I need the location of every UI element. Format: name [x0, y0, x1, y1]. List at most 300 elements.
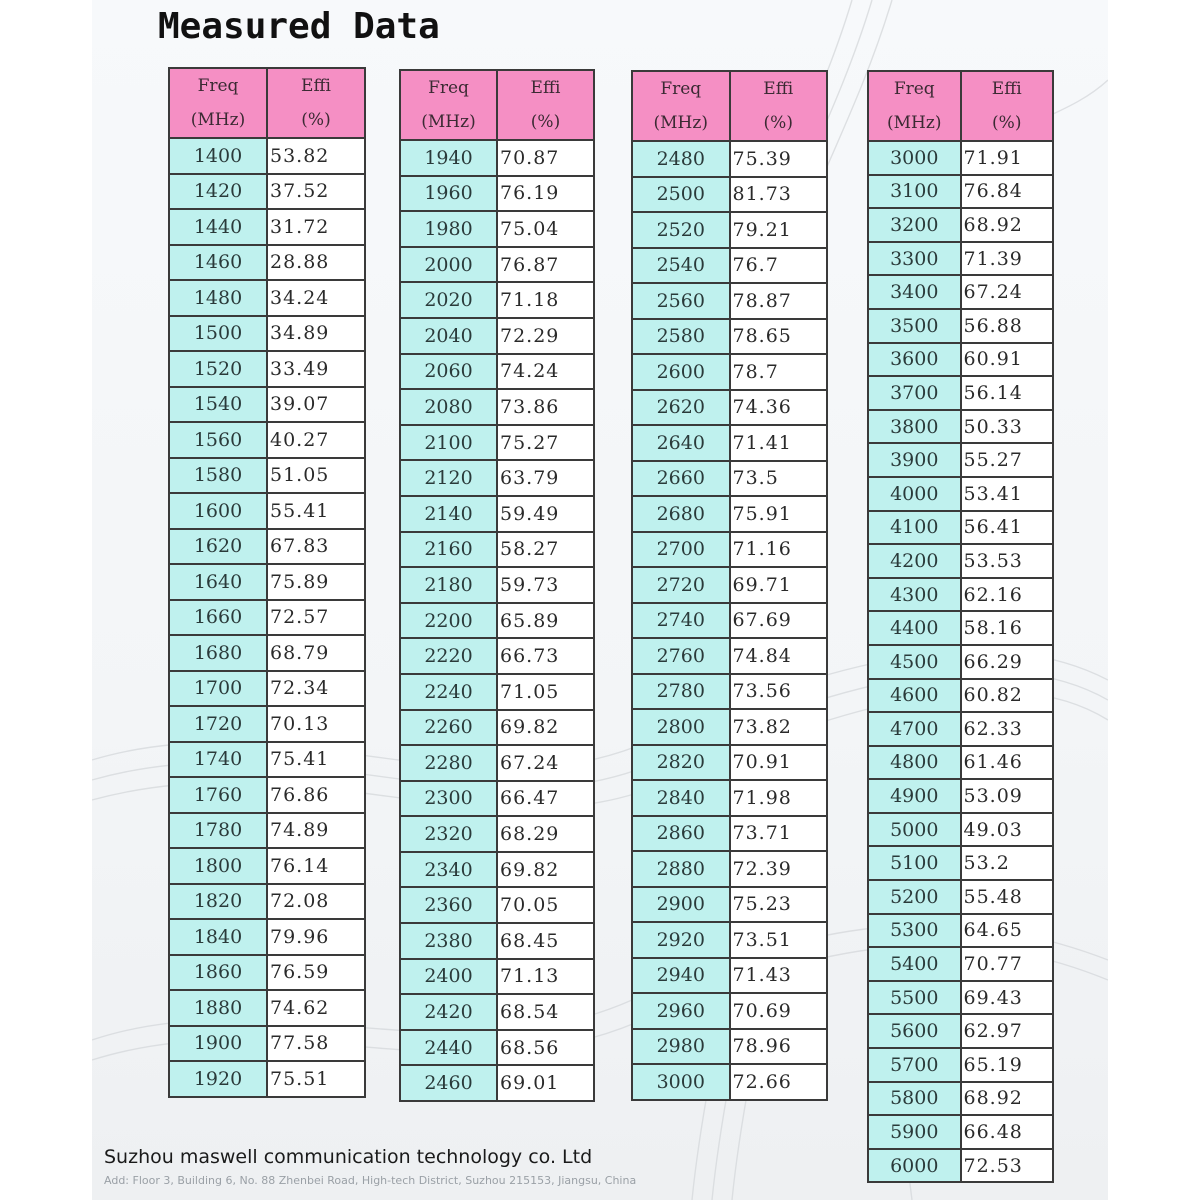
- freq-cell: 1480: [169, 280, 267, 316]
- table-row: [169, 387, 365, 423]
- table-row: [632, 248, 827, 284]
- freq-header: [169, 68, 267, 138]
- effi-cell: 70.13: [267, 706, 365, 742]
- freq-cell: 4600: [868, 679, 961, 713]
- freq-cell: 2180: [400, 567, 497, 603]
- effi-cell: 75.04: [497, 211, 594, 247]
- table-row: [868, 275, 1053, 309]
- freq-cell: 2020: [400, 282, 497, 318]
- freq-cell: 3100: [868, 175, 961, 209]
- effi-cell: 72.08: [267, 884, 365, 920]
- table-row: [169, 990, 365, 1026]
- effi-header-unit: (%): [301, 110, 331, 130]
- effi-cell: 62.33: [961, 712, 1054, 746]
- freq-cell: 2060: [400, 354, 497, 390]
- effi-cell: 68.79: [267, 635, 365, 671]
- table-row: [868, 343, 1053, 377]
- company-address: Add: Floor 3, Building 6, No. 88 Zhenbei Road, High-tech District, Suzhou 215153, Jiangsu, China: [104, 1174, 637, 1187]
- freq-cell: 3900: [868, 443, 961, 477]
- effi-header: [267, 68, 365, 138]
- table-row: [400, 211, 594, 247]
- freq-cell: 5000: [868, 813, 961, 847]
- effi-cell: 81.73: [730, 177, 828, 213]
- table-row: [868, 544, 1053, 578]
- freq-cell: 2760: [632, 638, 730, 674]
- table-row: [868, 208, 1053, 242]
- effi-cell: 62.16: [961, 578, 1054, 612]
- table-row: [632, 425, 827, 461]
- freq-cell: 2440: [400, 1030, 497, 1066]
- table-row: [868, 141, 1053, 175]
- freq-cell: 2820: [632, 745, 730, 781]
- table-row: [632, 283, 827, 319]
- table-row: [169, 351, 365, 387]
- effi-cell: 69.82: [497, 710, 594, 746]
- effi-cell: 71.18: [497, 282, 594, 318]
- freq-cell: 1960: [400, 176, 497, 212]
- measured-data-table-2: [399, 69, 595, 1102]
- effi-cell: 79.96: [267, 919, 365, 955]
- freq-cell: 2620: [632, 390, 730, 426]
- effi-cell: 53.09: [961, 779, 1054, 813]
- freq-cell: 2000: [400, 247, 497, 283]
- effi-cell: 70.05: [497, 887, 594, 923]
- table-row: [169, 422, 365, 458]
- freq-cell: 2220: [400, 638, 497, 674]
- freq-header: [400, 70, 497, 140]
- table-row: [400, 959, 594, 995]
- freq-cell: 1900: [169, 1026, 267, 1062]
- table-row: [632, 390, 827, 426]
- table-row: [868, 1048, 1053, 1082]
- effi-cell: 63.79: [497, 460, 594, 496]
- freq-header-label: Freq: [660, 79, 702, 99]
- table-row: [632, 674, 827, 710]
- freq-cell: 3200: [868, 208, 961, 242]
- effi-cell: 76.7: [730, 248, 828, 284]
- freq-cell: 2700: [632, 532, 730, 568]
- effi-cell: 59.49: [497, 496, 594, 532]
- effi-cell: 74.84: [730, 638, 828, 674]
- table-row: [868, 712, 1053, 746]
- freq-cell: 2660: [632, 461, 730, 497]
- freq-header-unit: (MHz): [653, 113, 708, 133]
- effi-cell: 74.24: [497, 354, 594, 390]
- table-row: [868, 309, 1053, 343]
- table-row: [632, 922, 827, 958]
- effi-cell: 73.51: [730, 922, 828, 958]
- freq-cell: 1840: [169, 919, 267, 955]
- freq-cell: 5800: [868, 1082, 961, 1116]
- freq-cell: 3400: [868, 275, 961, 309]
- freq-cell: 2240: [400, 674, 497, 710]
- freq-header-unit: (MHz): [421, 112, 476, 132]
- effi-cell: 71.98: [730, 780, 828, 816]
- table-row: [868, 175, 1053, 209]
- freq-cell: 1680: [169, 635, 267, 671]
- freq-cell: 2120: [400, 460, 497, 496]
- table-row: [400, 282, 594, 318]
- table-row: [868, 1082, 1053, 1116]
- effi-cell: 76.19: [497, 176, 594, 212]
- effi-cell: 76.84: [961, 175, 1054, 209]
- effi-cell: 58.27: [497, 532, 594, 568]
- freq-cell: 3000: [632, 1064, 730, 1100]
- effi-cell: 68.45: [497, 923, 594, 959]
- effi-cell: 78.7: [730, 354, 828, 390]
- table-row: [868, 611, 1053, 645]
- effi-cell: 72.66: [730, 1064, 828, 1100]
- effi-cell: 66.47: [497, 781, 594, 817]
- effi-cell: 34.24: [267, 280, 365, 316]
- effi-cell: 53.2: [961, 846, 1054, 880]
- freq-cell: 1720: [169, 706, 267, 742]
- table-row: [868, 242, 1053, 276]
- table-row: [868, 443, 1053, 477]
- freq-cell: 4900: [868, 779, 961, 813]
- effi-cell: 56.41: [961, 511, 1054, 545]
- effi-cell: 65.89: [497, 603, 594, 639]
- effi-cell: 31.72: [267, 209, 365, 245]
- table-row: [400, 674, 594, 710]
- freq-cell: 1980: [400, 211, 497, 247]
- freq-cell: 3000: [868, 141, 961, 175]
- freq-cell: 5100: [868, 846, 961, 880]
- table-row: [868, 914, 1053, 948]
- freq-cell: 3500: [868, 309, 961, 343]
- freq-cell: 2880: [632, 851, 730, 887]
- table-row: [400, 923, 594, 959]
- table-row: [169, 280, 365, 316]
- freq-cell: 5900: [868, 1115, 961, 1149]
- freq-cell: 3800: [868, 410, 961, 444]
- table-row: [868, 880, 1053, 914]
- table-row: [868, 578, 1053, 612]
- effi-cell: 66.29: [961, 645, 1054, 679]
- effi-cell: 69.71: [730, 567, 828, 603]
- freq-cell: 2980: [632, 1029, 730, 1065]
- table-row: [632, 958, 827, 994]
- table-row: [868, 981, 1053, 1015]
- freq-cell: 5700: [868, 1048, 961, 1082]
- freq-cell: 2920: [632, 922, 730, 958]
- effi-cell: 76.59: [267, 955, 365, 991]
- freq-cell: 1660: [169, 600, 267, 636]
- freq-cell: 1920: [169, 1061, 267, 1097]
- freq-cell: 2500: [632, 177, 730, 213]
- table-row: [400, 745, 594, 781]
- freq-cell: 5400: [868, 947, 961, 981]
- freq-cell: 5600: [868, 1014, 961, 1048]
- table-row: [400, 354, 594, 390]
- effi-header-label: Effi: [991, 79, 1022, 99]
- freq-cell: 1440: [169, 209, 267, 245]
- freq-cell: 2420: [400, 994, 497, 1030]
- table-row: [169, 209, 365, 245]
- table-row: [169, 174, 365, 210]
- freq-cell: 5200: [868, 880, 961, 914]
- effi-cell: 76.87: [497, 247, 594, 283]
- effi-cell: 65.19: [961, 1048, 1054, 1082]
- effi-cell: 68.29: [497, 816, 594, 852]
- effi-cell: 70.77: [961, 947, 1054, 981]
- effi-cell: 66.48: [961, 1115, 1054, 1149]
- effi-cell: 75.23: [730, 887, 828, 923]
- effi-cell: 72.29: [497, 318, 594, 354]
- effi-cell: 67.83: [267, 529, 365, 565]
- effi-cell: 67.24: [497, 745, 594, 781]
- effi-cell: 28.88: [267, 245, 365, 281]
- effi-cell: 74.62: [267, 990, 365, 1026]
- freq-cell: 3700: [868, 376, 961, 410]
- effi-header-label: Effi: [530, 78, 561, 98]
- table-row: [868, 410, 1053, 444]
- effi-cell: 72.39: [730, 851, 828, 887]
- effi-cell: 33.49: [267, 351, 365, 387]
- table-row: [169, 138, 365, 174]
- table-row: [169, 1026, 365, 1062]
- table-row: [400, 567, 594, 603]
- freq-cell: 1620: [169, 529, 267, 565]
- table-row: [169, 671, 365, 707]
- table-row: [632, 496, 827, 532]
- measured-data-table-1: [168, 67, 366, 1098]
- table-row: [868, 779, 1053, 813]
- effi-cell: 71.13: [497, 959, 594, 995]
- effi-cell: 73.71: [730, 816, 828, 852]
- table-row: [632, 354, 827, 390]
- effi-cell: 50.33: [961, 410, 1054, 444]
- effi-cell: 55.41: [267, 493, 365, 529]
- table-row: [868, 1149, 1053, 1183]
- table-row: [632, 993, 827, 1029]
- company-name: Suzhou maswell communication technology co. Ltd: [104, 1146, 593, 1168]
- table-row: [400, 887, 594, 923]
- freq-cell: 2600: [632, 354, 730, 390]
- table-row: [169, 919, 365, 955]
- table-row: [169, 600, 365, 636]
- freq-cell: 6000: [868, 1149, 961, 1183]
- freq-header-label: Freq: [428, 78, 469, 98]
- table-row: [400, 389, 594, 425]
- freq-cell: 4700: [868, 712, 961, 746]
- freq-cell: 1780: [169, 813, 267, 849]
- effi-cell: 49.03: [961, 813, 1054, 847]
- table-row: [169, 493, 365, 529]
- table-row: [868, 679, 1053, 713]
- effi-cell: 56.14: [961, 376, 1054, 410]
- effi-cell: 70.87: [497, 140, 594, 176]
- freq-cell: 1560: [169, 422, 267, 458]
- freq-cell: 1760: [169, 777, 267, 813]
- effi-cell: 59.73: [497, 567, 594, 603]
- table-row: [169, 848, 365, 884]
- effi-cell: 61.46: [961, 746, 1054, 780]
- effi-cell: 76.14: [267, 848, 365, 884]
- effi-cell: 68.56: [497, 1030, 594, 1066]
- effi-cell: 71.43: [730, 958, 828, 994]
- effi-cell: 75.89: [267, 564, 365, 600]
- freq-cell: 1940: [400, 140, 497, 176]
- effi-cell: 64.65: [961, 914, 1054, 948]
- freq-cell: 1420: [169, 174, 267, 210]
- effi-cell: 75.91: [730, 496, 828, 532]
- table-row: [868, 477, 1053, 511]
- table-row: [632, 319, 827, 355]
- freq-cell: 1820: [169, 884, 267, 920]
- effi-cell: 71.16: [730, 532, 828, 568]
- table-row: [632, 638, 827, 674]
- table-row: [632, 141, 827, 177]
- table-row: [169, 884, 365, 920]
- table-row: [632, 851, 827, 887]
- effi-cell: 74.36: [730, 390, 828, 426]
- effi-cell: 53.53: [961, 544, 1054, 578]
- table-row: [868, 1115, 1053, 1149]
- table-row: [400, 603, 594, 639]
- effi-cell: 53.82: [267, 138, 365, 174]
- effi-header: [961, 71, 1054, 141]
- freq-cell: 2900: [632, 887, 730, 923]
- effi-cell: 78.87: [730, 283, 828, 319]
- freq-cell: 2740: [632, 603, 730, 639]
- freq-header: [868, 71, 961, 141]
- effi-cell: 70.69: [730, 993, 828, 1029]
- effi-header-unit: (%): [763, 113, 793, 133]
- freq-cell: 2940: [632, 958, 730, 994]
- effi-cell: 78.65: [730, 319, 828, 355]
- freq-cell: 1700: [169, 671, 267, 707]
- effi-cell: 68.92: [961, 208, 1054, 242]
- table-row: [632, 780, 827, 816]
- table-row: [632, 709, 827, 745]
- effi-cell: 58.16: [961, 611, 1054, 645]
- table-row: [169, 635, 365, 671]
- table-row: [169, 955, 365, 991]
- table-row: [868, 511, 1053, 545]
- effi-header-label: Effi: [301, 76, 331, 96]
- effi-cell: 75.51: [267, 1061, 365, 1097]
- freq-cell: 1400: [169, 138, 267, 174]
- effi-cell: 75.27: [497, 425, 594, 461]
- freq-cell: 3600: [868, 343, 961, 377]
- effi-cell: 73.86: [497, 389, 594, 425]
- table-row: [400, 1030, 594, 1066]
- effi-cell: 77.58: [267, 1026, 365, 1062]
- freq-cell: 2480: [632, 141, 730, 177]
- effi-cell: 69.43: [961, 981, 1054, 1015]
- table-row: [868, 746, 1053, 780]
- freq-cell: 1460: [169, 245, 267, 281]
- table-row: [400, 532, 594, 568]
- table-row: [400, 496, 594, 532]
- table-row: [868, 645, 1053, 679]
- table-row: [632, 1064, 827, 1100]
- effi-cell: 60.82: [961, 679, 1054, 713]
- freq-cell: 4400: [868, 611, 961, 645]
- table-row: [400, 638, 594, 674]
- effi-cell: 71.41: [730, 425, 828, 461]
- freq-cell: 2100: [400, 425, 497, 461]
- table-row: [632, 816, 827, 852]
- measured-data-table-4: [867, 70, 1054, 1183]
- effi-cell: 39.07: [267, 387, 365, 423]
- freq-header-label: Freq: [893, 79, 935, 99]
- effi-cell: 72.53: [961, 1149, 1054, 1183]
- effi-cell: 72.34: [267, 671, 365, 707]
- freq-cell: 1640: [169, 564, 267, 600]
- freq-cell: 2560: [632, 283, 730, 319]
- freq-header-unit: (MHz): [190, 110, 246, 130]
- table-row: [169, 564, 365, 600]
- effi-cell: 71.05: [497, 674, 594, 710]
- freq-cell: 2780: [632, 674, 730, 710]
- effi-cell: 73.5: [730, 461, 828, 497]
- freq-cell: 2960: [632, 993, 730, 1029]
- effi-cell: 55.27: [961, 443, 1054, 477]
- table-row: [169, 1061, 365, 1097]
- freq-cell: 2140: [400, 496, 497, 532]
- table-row: [868, 813, 1053, 847]
- freq-header: [632, 71, 730, 141]
- freq-cell: 4800: [868, 746, 961, 780]
- freq-cell: 2160: [400, 532, 497, 568]
- freq-cell: 2580: [632, 319, 730, 355]
- freq-cell: 1740: [169, 742, 267, 778]
- table-row: [400, 425, 594, 461]
- freq-cell: 2540: [632, 248, 730, 284]
- table-row: [169, 777, 365, 813]
- table-row: [400, 318, 594, 354]
- freq-cell: 2280: [400, 745, 497, 781]
- table-row: [400, 460, 594, 496]
- effi-cell: 68.54: [497, 994, 594, 1030]
- table-row: [632, 567, 827, 603]
- effi-cell: 76.86: [267, 777, 365, 813]
- table-row: [400, 247, 594, 283]
- freq-cell: 1500: [169, 316, 267, 352]
- effi-header-unit: (%): [530, 112, 561, 132]
- freq-cell: 2360: [400, 887, 497, 923]
- effi-cell: 73.56: [730, 674, 828, 710]
- effi-cell: 34.89: [267, 316, 365, 352]
- table-row: [400, 852, 594, 888]
- effi-cell: 67.69: [730, 603, 828, 639]
- freq-cell: 2260: [400, 710, 497, 746]
- table-row: [169, 245, 365, 281]
- freq-cell: 1520: [169, 351, 267, 387]
- table-row: [169, 458, 365, 494]
- effi-cell: 51.05: [267, 458, 365, 494]
- effi-cell: 69.01: [497, 1065, 594, 1101]
- table-row: [868, 1014, 1053, 1048]
- effi-cell: 72.57: [267, 600, 365, 636]
- effi-cell: 53.41: [961, 477, 1054, 511]
- table-row: [632, 212, 827, 248]
- freq-cell: 2320: [400, 816, 497, 852]
- effi-cell: 68.92: [961, 1082, 1054, 1116]
- effi-cell: 78.96: [730, 1029, 828, 1065]
- table-row: [868, 846, 1053, 880]
- table-row: [400, 816, 594, 852]
- effi-cell: 55.48: [961, 880, 1054, 914]
- freq-cell: 5500: [868, 981, 961, 1015]
- freq-cell: 2680: [632, 496, 730, 532]
- freq-cell: 4000: [868, 477, 961, 511]
- effi-cell: 70.91: [730, 745, 828, 781]
- effi-cell: 60.91: [961, 343, 1054, 377]
- table-row: [169, 742, 365, 778]
